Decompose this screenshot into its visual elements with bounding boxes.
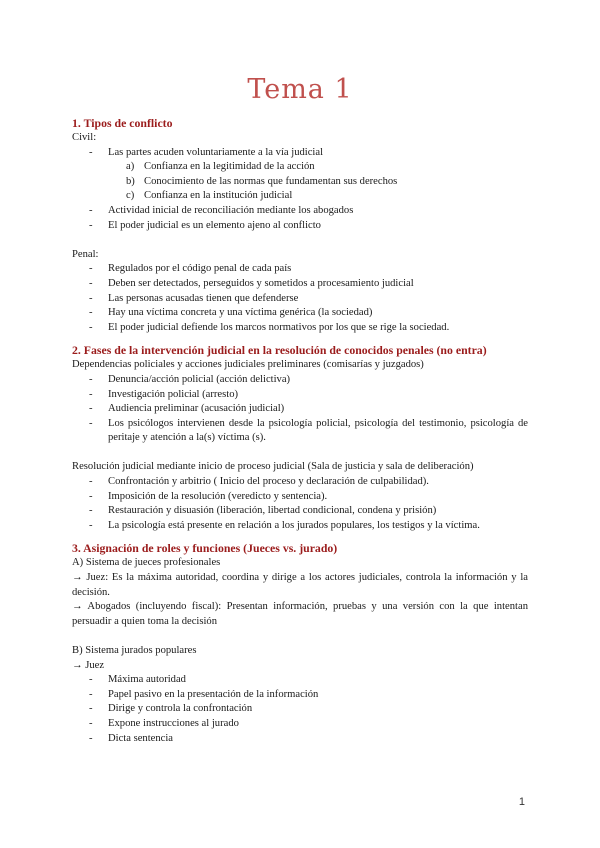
list-item: - Deben ser detectados, perseguidos y sometidos a procesamiento judicial — [89, 277, 414, 289]
document-body — [72, 115, 528, 746]
list-item: - Máxima autoridad — [89, 674, 186, 686]
penal-list — [89, 262, 528, 335]
list-item: - Regulados por el código penal de cada país — [89, 263, 292, 275]
penal-label: Penal: — [72, 248, 99, 260]
list-item: - Las partes acuden voluntariamente a la vía judicial — [89, 146, 324, 158]
civil-sublist — [126, 160, 528, 204]
system-b-judge: → Juez — [72, 659, 105, 671]
list-item: - Papel pasivo en la presentación de la información — [89, 688, 319, 700]
list-item: - Restauración y disuasión (liberación, libertad condicional, condena y prisión) — [89, 505, 437, 517]
list-item: - Audiencia preliminar (acusación judicial) — [89, 403, 285, 415]
section-1-heading: 1. Tipos de conflicto — [72, 116, 173, 130]
section-2-heading: 2. Fases de la intervención judicial en la resolución de conocidos penales (no entra) — [72, 343, 487, 358]
list-item: - Dicta sentencia — [89, 732, 174, 744]
civil-list — [89, 146, 528, 161]
list-item: - Confrontación y arbitrio ( Inicio del proceso y declaración de culpabilidad). — [89, 476, 429, 488]
list-item: - Las personas acusadas tienen que defenderse — [89, 292, 299, 304]
system-b-label: B) Sistema jurados populares — [72, 645, 197, 656]
list-item: - Dirige y controla la confrontación — [89, 703, 253, 715]
list-item: - La psicología está presente en relación a los jurados populares, los testigos y la víctima. — [89, 519, 480, 531]
list-item: a) Confianza en la legitimidad de la acción — [126, 161, 315, 173]
document-title: Tema 1 — [247, 74, 353, 105]
list-item: - El poder judicial defiende los marcos normativos por los que se rige la sociedad. — [89, 321, 450, 333]
list-item: c) Confianza en la institución judicial — [126, 190, 293, 202]
list-item: - Imposición de la resolución (veredicto y sentencia). — [89, 490, 328, 502]
list-item: - Investigación policial (arresto) — [89, 388, 239, 400]
lawyers-description: → Abogados (incluyendo fiscal): Presentan información, pruebas y una versión con la que intentan persuadir a quien toma la decisión — [72, 601, 528, 627]
civil-list-continued — [89, 204, 528, 233]
section-2-paragraph-1: Dependencias policiales y acciones judiciales preliminares (comisarías y juzgados) — [72, 359, 424, 371]
civil-label: Civil: — [72, 132, 97, 143]
section-3-heading: 3. Asignación de roles y funciones (Jueces vs. jurado) — [72, 541, 338, 556]
section-2-paragraph-2: Resolución judicial mediante inicio de proceso judicial (Sala de justicia y sala de deliberación) — [72, 461, 474, 473]
list-item: - Los psicólogos intervienen desde la psicología policial, psicología del testimonio, psicología de peritaje y atención a la(s) víctima (s). — [89, 417, 528, 444]
list-item: - Hay una víctima concreta y una víctima genérica (la sociedad) — [89, 307, 373, 319]
judge-roles-list — [89, 673, 528, 746]
phase-1-list — [89, 373, 528, 446]
system-a-label: A) Sistema de jueces profesionales — [72, 557, 221, 569]
list-item: - El poder judicial es un elemento ajeno al conflicto — [89, 219, 321, 231]
judge-description: → Juez: Es la máxima autoridad, coordina y dirige a los actores judiciales, controla la información y la decisión. — [72, 572, 528, 598]
list-item: b) Conocimiento de las normas que fundamentan sus derechos — [126, 175, 398, 187]
list-item: - Expone instrucciones al jurado — [89, 717, 239, 729]
list-item: - Denuncia/acción policial (acción delictiva) — [89, 373, 291, 385]
list-item: - Actividad inicial de reconciliación mediante los abogados — [89, 204, 354, 216]
page-number: 1 — [518, 796, 525, 808]
phase-2-list — [89, 475, 528, 533]
